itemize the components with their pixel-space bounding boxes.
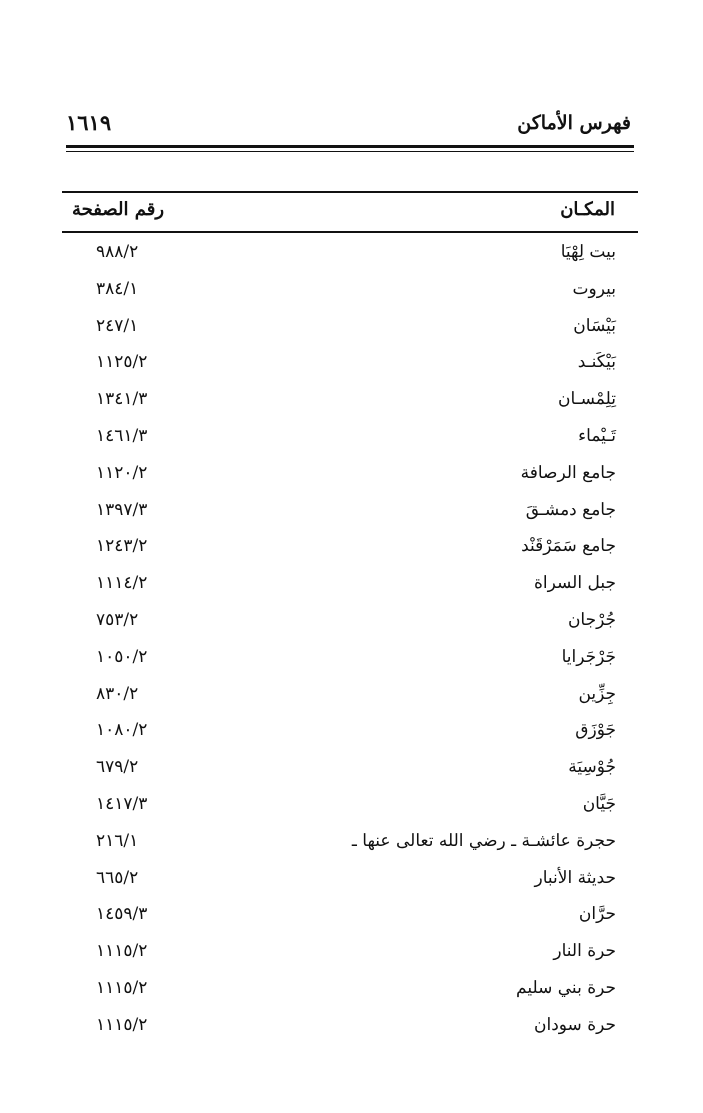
table-row <box>62 385 638 422</box>
page-reference: ٢٤٧/١ <box>96 315 139 336</box>
index-table-body <box>62 238 638 1048</box>
place-name: جامع دمشـقَ <box>525 499 616 520</box>
page-reference: ٢١٦/١ <box>96 830 139 851</box>
place-name: حرة سودان <box>533 1014 616 1035</box>
page-reference: ٦٦٥/٢ <box>96 867 139 888</box>
page-reference: ١١٢٥/٢ <box>96 352 148 373</box>
header-rule-thick <box>66 145 634 148</box>
page-reference: ١١١٤/٢ <box>96 573 148 594</box>
column-header-place: المكـان <box>560 199 615 220</box>
place-name: جامع الرصافة <box>520 462 616 483</box>
place-name: حرة بني سليم <box>516 977 616 998</box>
page-reference: ١١١٥/٢ <box>96 941 148 962</box>
table-row <box>62 790 638 827</box>
page-reference: ١١١٥/٢ <box>96 1014 148 1035</box>
table-row <box>62 422 638 459</box>
table-row <box>62 606 638 643</box>
place-name: جُوْسِيَة <box>568 757 616 778</box>
place-name: حديثة الأنبار <box>534 867 616 888</box>
page-reference: ١١١٥/٢ <box>96 977 148 998</box>
table-row <box>62 716 638 753</box>
place-name: جَيَّان <box>582 793 616 814</box>
table-row <box>62 900 638 937</box>
page-reference: ١٤٥٩/٣ <box>96 904 148 925</box>
place-name: جامع سَمَرْقَنْد <box>521 536 616 557</box>
table-row <box>62 1011 638 1048</box>
page-reference: ٩٨٨/٢ <box>96 242 139 262</box>
page-reference: ١٤١٧/٣ <box>96 793 148 814</box>
page-reference: ٣٨٤/١ <box>96 278 139 299</box>
place-name: جبل السراة <box>534 573 616 594</box>
page-reference: ١٤٦١/٣ <box>96 425 148 446</box>
table-row <box>62 275 638 312</box>
page-header-title: فهرس الأماكن <box>517 112 631 134</box>
table-row <box>62 532 638 569</box>
table-row <box>62 312 638 349</box>
table-row <box>62 643 638 680</box>
header-rule-thin <box>66 151 634 152</box>
table-row <box>62 864 638 901</box>
place-name: حجرة عائشـة ـ رضي الله تعالى عنها ـ <box>351 830 616 851</box>
table-header-rule <box>62 231 638 233</box>
place-name: جُرْجان <box>567 609 616 630</box>
place-name: بيروت <box>572 278 616 299</box>
place-name: حرَّان <box>578 904 616 925</box>
table-row <box>62 753 638 790</box>
place-name: بَيْكَنـد <box>577 352 616 373</box>
place-name: بيت لِهْيَا <box>560 242 616 262</box>
table-row <box>62 348 638 385</box>
place-name: تِلِمْسـان <box>558 389 616 410</box>
page-reference: ١٠٥٠/٢ <box>96 646 148 667</box>
place-name: بَيْسَان <box>573 315 616 336</box>
table-row <box>62 238 638 275</box>
page-reference: ١٣٤١/٣ <box>96 389 148 410</box>
page-reference: ١٢٤٣/٢ <box>96 536 148 557</box>
page-reference: ٦٧٩/٢ <box>96 757 139 778</box>
place-name: تَـيْماء <box>578 425 616 446</box>
place-name: جِزِّين <box>578 683 616 704</box>
place-name: جَرْجَرايا <box>561 646 616 667</box>
place-name: حرة النار <box>553 941 616 962</box>
place-name: جَوْزَق <box>575 720 616 741</box>
page-reference: ١٣٩٧/٣ <box>96 499 148 520</box>
page-reference: ٨٣٠/٢ <box>96 683 139 704</box>
table-row <box>62 496 638 533</box>
table-top-rule <box>62 191 638 193</box>
table-row <box>62 459 638 496</box>
page-reference: ١١٢٠/٢ <box>96 462 148 483</box>
table-row <box>62 974 638 1011</box>
column-header-page: رقم الصفحة <box>72 199 165 220</box>
page-reference: ١٠٨٠/٢ <box>96 720 148 741</box>
page-reference: ٧٥٣/٢ <box>96 609 139 630</box>
table-row <box>62 680 638 717</box>
table-row <box>62 937 638 974</box>
page-number: ١٦١٩ <box>66 110 112 135</box>
table-row <box>62 827 638 864</box>
table-row <box>62 569 638 606</box>
